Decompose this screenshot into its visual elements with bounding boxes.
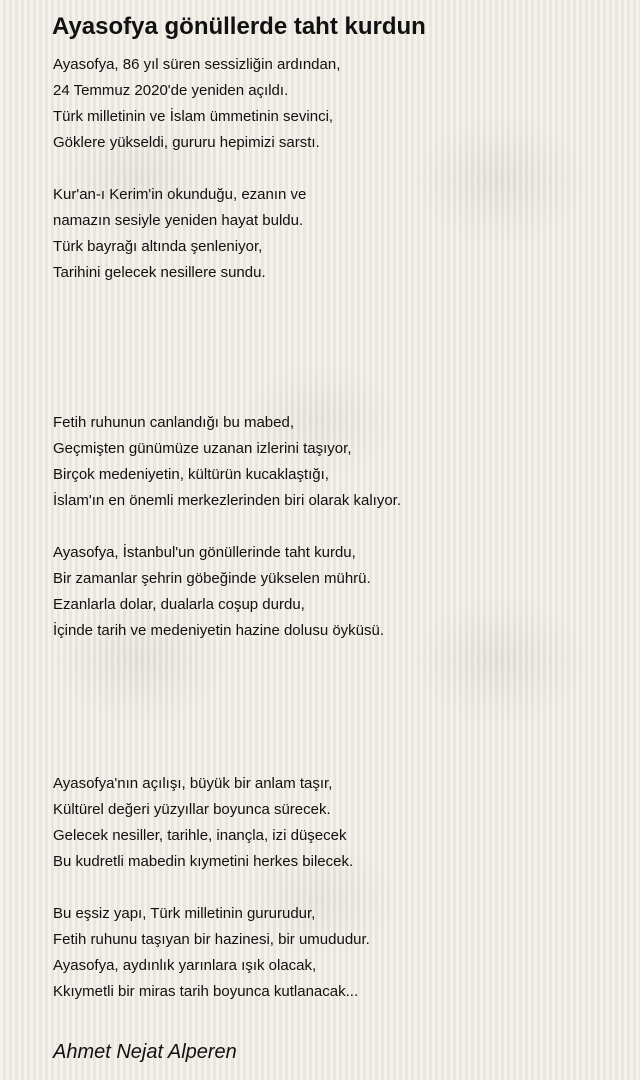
poem-line: Ayasofya, 86 yıl süren sessizliğin ardından, [53, 56, 341, 73]
poem-author: Ahmet Nejat Alperen [53, 1041, 237, 1063]
stanza-5 [53, 771, 353, 875]
poem-line: Ezanlarla dolar, dualarla coşup durdu, [53, 596, 305, 613]
poem-line: Göklere yükseldi, gururu hepimizi sarstı. [53, 134, 320, 151]
poem-line: Kültürel değeri yüzyıllar boyunca sürecek. [53, 801, 331, 818]
poem-line: Geçmişten günümüze uzanan izlerini taşıyor, [53, 440, 352, 457]
poem-line: Ayasofya, aydınlık yarınlara ışık olacak, [53, 957, 317, 974]
poem-line: Fetih ruhunu taşıyan bir hazinesi, bir umududur. [53, 931, 370, 948]
poem-line: namazın sesiyle yeniden hayat buldu. [53, 212, 304, 229]
poem-line: Kkıymetli bir miras tarih boyunca kutlanacak... [53, 983, 359, 1000]
stanza-2 [53, 182, 306, 286]
poem-line: Ayasofya'nın açılışı, büyük bir anlam taşır, [53, 775, 333, 792]
poem-line: Birçok medeniyetin, kültürün kucaklaştığı, [53, 466, 329, 483]
poem-line: Fetih ruhunun canlandığı bu mabed, [53, 414, 295, 431]
poem-line: Tarihini gelecek nesillere sundu. [53, 264, 266, 281]
poem-line: Kur'an-ı Kerim'in okunduğu, ezanın ve [53, 186, 307, 203]
poem-line: İçinde tarih ve medeniyetin hazine dolusu öyküsü. [53, 622, 385, 639]
poem-line: İslam'ın en önemli merkezlerinden biri olarak kalıyor. [53, 492, 402, 509]
stanza-6 [53, 901, 370, 1005]
poem-line: Bir zamanlar şehrin göbeğinde yükselen mührü. [53, 570, 371, 587]
stanza-4 [53, 540, 384, 644]
poem-title: Ayasofya gönüllerde taht kurdun [52, 13, 426, 40]
stanza-3 [53, 410, 401, 514]
poem-line: 24 Temmuz 2020'de yeniden açıldı. [53, 82, 289, 99]
stanza-1 [53, 52, 340, 156]
poem-line: Türk bayrağı altında şenleniyor, [53, 238, 263, 255]
poem-line: Türk milletinin ve İslam ümmetinin sevinci, [53, 108, 334, 125]
poem-line: Ayasofya, İstanbul'un gönüllerinde taht kurdu, [53, 544, 356, 561]
poem-line: Gelecek nesiller, tarihle, inançla, izi düşecek [53, 827, 347, 844]
poem-line: Bu kudretli mabedin kıymetini herkes bilecek. [53, 853, 354, 870]
poem-line: Bu eşsiz yapı, Türk milletinin gururudur, [53, 905, 316, 922]
